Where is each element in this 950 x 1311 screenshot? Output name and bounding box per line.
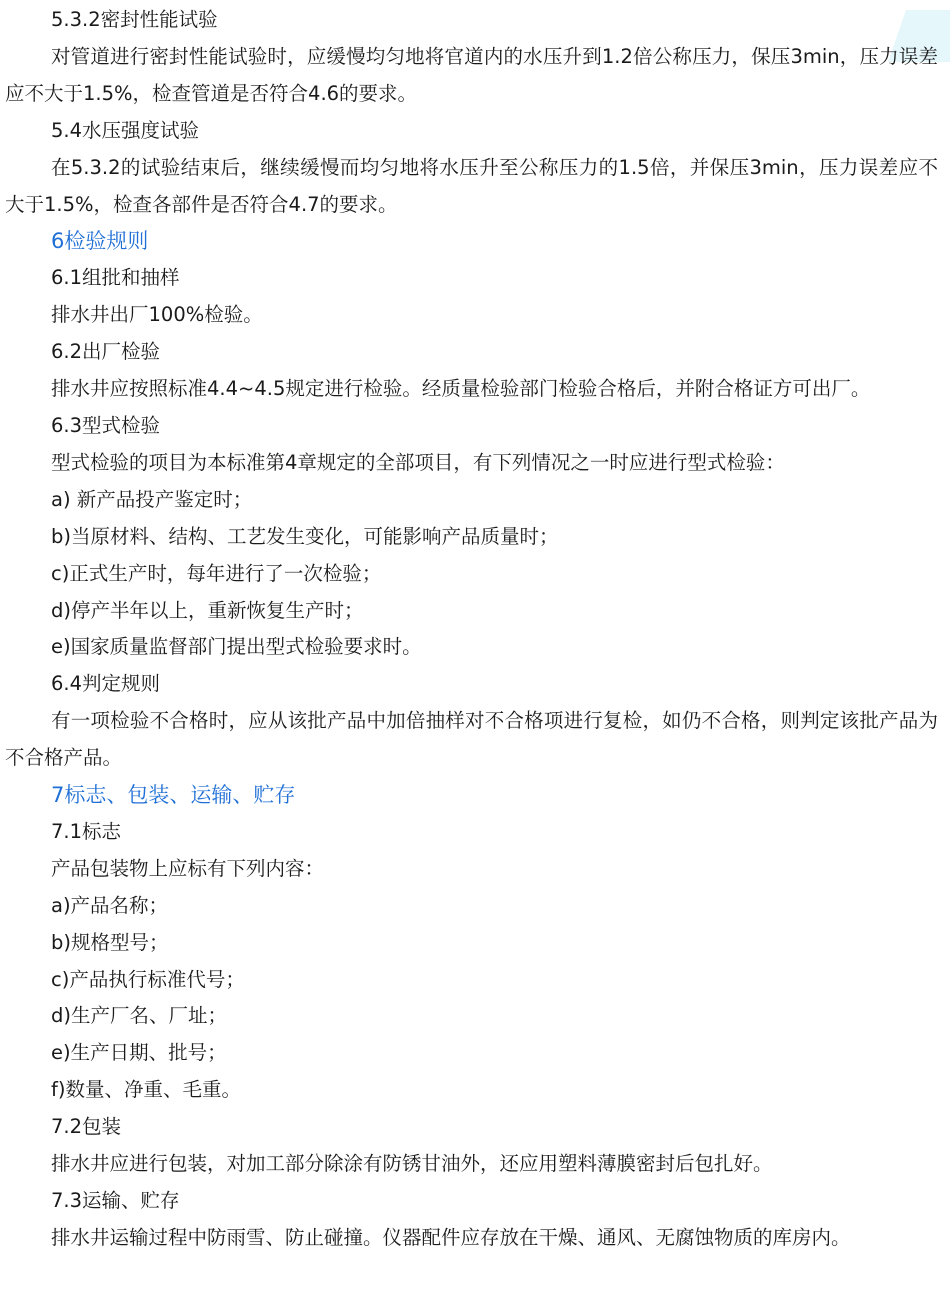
section-heading-7: 7标志、包装、运输、贮存: [51, 783, 296, 808]
subsection-heading-7-1: 7.1标志: [51, 819, 122, 843]
subsection-heading-7-2: 7.2包装: [51, 1115, 122, 1139]
paragraph-pressure-test: 在5.3.2的试验结束后，继续缓慢而均匀地将水压升至公称压力的1.5倍，并保压3min，压力误差应不大于1.5%，检查各部件是否符合4.7的要求。: [5, 155, 938, 216]
subsection-heading-6-3: 6.3型式检验: [51, 413, 161, 437]
subsection-heading-6-4: 6.4判定规则: [51, 672, 161, 696]
list-item: d)生产厂名、厂址；: [51, 1004, 227, 1028]
paragraph-transport-storage: 排水井运输过程中防雨雪、防止碰撞。仪器配件应存放在干燥、通风、无腐蚀物质的库房内。: [51, 1225, 851, 1249]
list-item: b)规格型号；: [51, 930, 169, 954]
list-item: a)产品名称；: [51, 893, 169, 917]
paragraph-seal-test: 对管道进行密封性能试验时，应缓慢均匀地将官道内的水压升到1.2倍公称压力，保压3min，压力误差应不大于1.5%，检查管道是否符合4.6的要求。: [5, 44, 938, 105]
subsection-heading-7-3: 7.3运输、贮存: [51, 1189, 180, 1212]
list-item: e)生产日期、批号；: [51, 1041, 227, 1065]
section-heading-6: 6检验规则: [51, 229, 149, 254]
paragraph-type-inspection: 型式检验的项目为本标准第4章规定的全部项目，有下列情况之一时应进行型式检验：: [51, 450, 785, 474]
paragraph-batch-sampling: 排水井出厂100%检验。: [51, 303, 263, 327]
paragraph-judgement-rules: 有一项检验不合格时，应从该批产品中加倍抽样对不合格项进行复检，如仍不合格，则判定该批产品为不合格产品。: [5, 709, 938, 770]
list-item: f)数量、净重、毛重。: [51, 1078, 241, 1102]
paragraph-marking-contents: 产品包装物上应标有下列内容：: [51, 856, 325, 880]
list-item: d)停产半年以上，重新恢复生产时；: [51, 598, 364, 622]
list-item: c)正式生产时，每年进行了一次检验；: [51, 561, 382, 585]
list-item: e)国家质量监督部门提出型式检验要求时。: [51, 635, 422, 659]
paragraph-factory-inspection: 排水井应按照标准4.4~4.5规定进行检验。经质量检验部门检验合格后，并附合格证方可出厂。: [51, 377, 871, 401]
list-item: a) 新产品投产鉴定时；: [51, 487, 253, 511]
subsection-heading-5-4: 5.4水压强度试验: [51, 118, 200, 142]
list-item: c)产品执行标准代号；: [51, 967, 245, 991]
subsection-heading-6-1: 6.1组批和抽样: [51, 266, 180, 290]
paragraph-packaging: 排水井应进行包装，对加工部分除涂有防锈甘油外，还应用塑料薄膜密封后包扎好。: [51, 1152, 773, 1176]
subsection-heading-5-3-2: 5.3.2密封性能试验: [51, 8, 218, 31]
list-item: b)当原材料、结构、工艺发生变化，可能影响产品质量时；: [51, 524, 559, 548]
subsection-heading-6-2: 6.2出厂检验: [51, 340, 161, 364]
